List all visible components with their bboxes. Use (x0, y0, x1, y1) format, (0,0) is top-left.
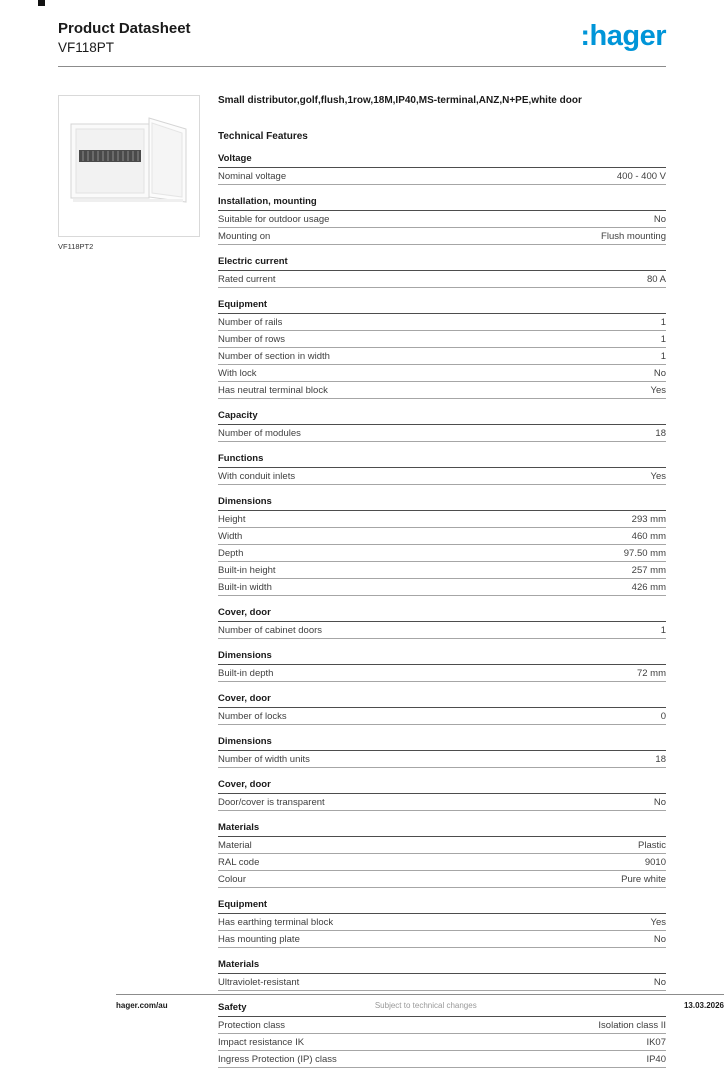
section-title: Electric current (218, 254, 666, 271)
spec-row (218, 1051, 666, 1068)
image-caption: VF118PT2 (58, 242, 94, 252)
spec-label: With lock (218, 368, 257, 380)
section-title: Equipment (218, 897, 666, 914)
spec-label: Material (218, 840, 252, 852)
spec-section (218, 820, 666, 888)
spec-value: 460 mm (631, 531, 666, 543)
tech-sections (218, 151, 666, 1068)
spec-section (218, 897, 666, 948)
page-footer (116, 994, 724, 1010)
spec-row (218, 579, 666, 596)
spec-value: No (653, 214, 666, 226)
spec-row (218, 931, 666, 948)
spec-label: Rated current (218, 274, 276, 286)
spec-label: Number of modules (218, 428, 301, 440)
spec-value: 18 (655, 754, 666, 766)
spec-label: Number of width units (218, 754, 310, 766)
spec-label: Nominal voltage (218, 171, 287, 183)
section-title: Capacity (218, 408, 666, 425)
spec-section (218, 734, 666, 768)
spec-value: 18 (655, 428, 666, 440)
spec-label: Colour (218, 874, 246, 886)
spec-value: No (653, 368, 666, 380)
section-title: Materials (218, 957, 666, 974)
section-title: Equipment (218, 297, 666, 314)
section-title: Materials (218, 820, 666, 837)
spec-section (218, 777, 666, 811)
spec-value: Pure white (621, 874, 666, 886)
spec-value: 257 mm (631, 565, 666, 577)
spec-value: IK07 (646, 1037, 666, 1049)
footer-website-link[interactable]: hager.com/au (116, 1001, 168, 1010)
spec-row (218, 794, 666, 811)
print-crop-mark (38, 0, 45, 6)
spec-value: 80 A (646, 274, 666, 286)
section-title: Cover, door (218, 605, 666, 622)
spec-value: No (653, 797, 666, 809)
main-content (58, 95, 666, 1068)
spec-section (218, 254, 666, 288)
spec-row (218, 468, 666, 485)
spec-row (218, 545, 666, 562)
spec-row (218, 425, 666, 442)
spec-row (218, 1034, 666, 1051)
spec-label: Has neutral terminal block (218, 385, 328, 397)
header-titles (58, 20, 191, 56)
spec-value: Isolation class II (598, 1020, 666, 1032)
spec-label: Ingress Protection (IP) class (218, 1054, 337, 1066)
spec-row (218, 211, 666, 228)
spec-value: 426 mm (631, 582, 666, 594)
spec-value: IP40 (646, 1054, 666, 1066)
spec-row (218, 382, 666, 399)
spec-row (218, 708, 666, 725)
section-title: Functions (218, 451, 666, 468)
spec-label: Height (218, 514, 246, 526)
spec-row (218, 622, 666, 639)
page-title: Product Datasheet (58, 20, 191, 37)
spec-section (218, 648, 666, 682)
spec-row (218, 228, 666, 245)
spec-row (218, 1017, 666, 1034)
spec-label: With conduit inlets (218, 471, 296, 483)
spec-section (218, 605, 666, 639)
section-title: Cover, door (218, 691, 666, 708)
spec-row (218, 854, 666, 871)
technical-features-heading: Technical Features (218, 131, 308, 143)
spec-row (218, 365, 666, 382)
spec-row (218, 914, 666, 931)
spec-value: 1 (660, 334, 666, 346)
spec-label: Number of rails (218, 317, 283, 329)
spec-value: 1 (660, 351, 666, 363)
spec-value: 1 (660, 317, 666, 329)
product-image (58, 95, 200, 237)
spec-row (218, 528, 666, 545)
spec-row (218, 331, 666, 348)
footer-disclaimer: Subject to technical changes (374, 1001, 477, 1010)
spec-row (218, 562, 666, 579)
spec-row (218, 271, 666, 288)
page-header (58, 0, 666, 67)
spec-section (218, 194, 666, 245)
spec-section (218, 1000, 666, 1068)
spec-value: Yes (650, 385, 666, 397)
datasheet-page (58, 0, 724, 1066)
spec-label: Suitable for outdoor usage (218, 214, 330, 226)
section-title: Dimensions (218, 648, 666, 665)
spec-value: 0 (660, 711, 666, 723)
spec-section (218, 691, 666, 725)
spec-label: Number of cabinet doors (218, 625, 323, 637)
spec-label: Door/cover is transparent (218, 797, 325, 809)
spec-label: Has mounting plate (218, 934, 300, 946)
spec-label: Built-in height (218, 565, 276, 577)
spec-value: No (653, 934, 666, 946)
spec-section (218, 494, 666, 596)
product-reference: VF118PT (58, 39, 115, 55)
spec-section (218, 408, 666, 442)
spec-row (218, 168, 666, 185)
spec-label: Depth (218, 548, 244, 560)
spec-value: Yes (650, 471, 666, 483)
spec-label: Mounting on (218, 231, 271, 243)
spec-label: RAL code (218, 857, 260, 869)
spec-value: Yes (650, 917, 666, 929)
section-title: Safety (218, 1000, 666, 1017)
spec-value: 293 mm (631, 514, 666, 526)
hager-logo: :hager (580, 20, 666, 52)
spec-label: Impact resistance IK (218, 1037, 305, 1049)
spec-section (218, 151, 666, 185)
section-title: Installation, mounting (218, 194, 666, 211)
spec-value: 97.50 mm (623, 548, 666, 560)
spec-section (218, 451, 666, 485)
spec-column (218, 95, 666, 1068)
footer-date: 13.03.2026 (683, 1001, 724, 1010)
spec-row (218, 665, 666, 682)
spec-value: No (653, 977, 666, 989)
spec-value: Flush mounting (601, 231, 666, 243)
spec-section (218, 957, 666, 991)
spec-label: Number of section in width (218, 351, 330, 363)
spec-label: Protection class (218, 1020, 286, 1032)
spec-label: Number of rows (218, 334, 286, 346)
spec-label: Width (218, 531, 243, 543)
section-title: Dimensions (218, 734, 666, 751)
spec-row (218, 871, 666, 888)
section-title: Cover, door (218, 777, 666, 794)
section-title: Dimensions (218, 494, 666, 511)
spec-row (218, 511, 666, 528)
spec-row (218, 974, 666, 991)
enclosure-illustration (59, 96, 199, 236)
spec-value: 9010 (644, 857, 666, 869)
spec-label: Built-in depth (218, 668, 274, 680)
spec-row (218, 348, 666, 365)
spec-label: Number of locks (218, 711, 287, 723)
spec-value: 1 (660, 625, 666, 637)
spec-value: Plastic (638, 840, 666, 852)
spec-label: Ultraviolet-resistant (218, 977, 300, 989)
section-title: Voltage (218, 151, 666, 168)
spec-row (218, 751, 666, 768)
spec-section (218, 297, 666, 399)
spec-row (218, 314, 666, 331)
product-image-column (58, 95, 218, 1068)
product-description: Small distributor,golf,flush,1row,18M,IP40,MS-terminal,ANZ,N+PE,white door (218, 95, 582, 107)
spec-label: Built-in width (218, 582, 272, 594)
spec-value: 72 mm (636, 668, 666, 680)
spec-value: 400 - 400 V (616, 171, 666, 183)
spec-row (218, 837, 666, 854)
spec-label: Has earthing terminal block (218, 917, 334, 929)
